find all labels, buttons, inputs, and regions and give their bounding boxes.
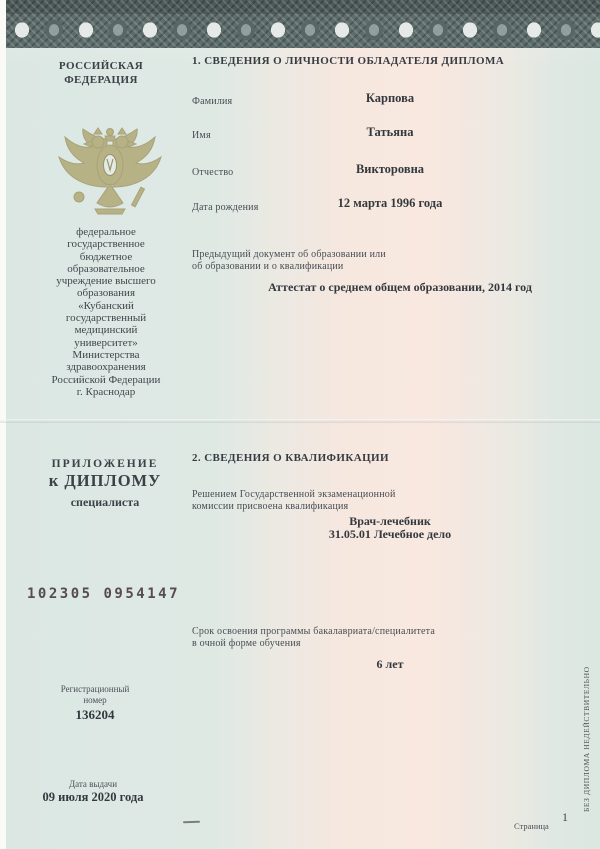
issuer-line: Российской Федерации <box>51 373 161 386</box>
field-label-surname: Фамилия <box>192 96 233 107</box>
issuer-line: г. Краснодар <box>76 385 136 398</box>
field-value-birthdate: 12 марта 1996 года <box>337 196 443 210</box>
issuer-line: государственное <box>67 238 145 251</box>
field-value-surname: Карпова <box>365 91 415 105</box>
field-label-firstname: Имя <box>192 130 211 141</box>
section2-title: 2. СВЕДЕНИЯ О КВАЛИФИКАЦИИ <box>192 452 389 464</box>
field-label-patronymic: Отчество <box>192 167 234 178</box>
fold-dash-mark <box>183 821 200 824</box>
serial-number: 102305 0954147 <box>27 586 181 602</box>
specialty-value: 31.05.01 Лечебное дело <box>328 527 452 541</box>
duration-label-line2: в очной форме обучения <box>192 638 301 649</box>
registration-label-line2: номер <box>83 695 107 705</box>
duration-label-line1: Срок освоения программы бакалавриата/специалитета <box>192 626 435 637</box>
country-header-line2: ФЕДЕРАЦИЯ <box>64 74 138 86</box>
issuer-line: университет» <box>74 336 138 349</box>
supplement-title-line2: к ДИПЛОМУ <box>48 471 162 490</box>
previous-document-label-line1: Предыдущий документ об образовании или <box>192 249 386 260</box>
registration-number: 136204 <box>75 707 115 722</box>
previous-document-value: Аттестат о среднем общем образовании, 2014 год <box>268 280 532 294</box>
qualification-value: Врач-лечебник <box>349 514 431 528</box>
coat-of-arms-eagle-icon <box>48 127 172 232</box>
issuer-line: федеральное <box>76 226 136 238</box>
supplement-title-line3: специалиста <box>70 495 140 509</box>
field-label-birthdate: Дата рождения <box>192 202 259 213</box>
page-left-edge <box>0 0 6 849</box>
previous-document-label-line2: об образовании и о квалификации <box>192 261 344 272</box>
issue-date-label: Дата выдачи <box>68 779 118 789</box>
registration-label-line1: Регистрационный <box>60 684 130 694</box>
issuer-line: образования <box>76 287 136 300</box>
issuer-line: Министерства <box>72 348 140 361</box>
qualification-decision-line2: комиссии присвоена квалификация <box>192 501 349 512</box>
issuer-line: бюджетное <box>79 250 133 263</box>
duration-value: 6 лет <box>376 657 404 671</box>
horizontal-fold-line <box>0 419 600 423</box>
guilloche-top-border <box>6 0 600 48</box>
issue-date-value: 09 июля 2020 года <box>42 790 144 804</box>
supplement-title-line1: ПРИЛОЖЕНИЕ <box>51 458 159 470</box>
issuer-line: «Кубанский <box>78 299 134 312</box>
issuer-line: учреждение высшего <box>56 275 156 288</box>
country-header-line1: РОССИЙСКАЯ <box>58 60 144 72</box>
side-validity-note: БЕЗ ДИПЛОМА НЕДЕЙСТВИТЕЛЬНО <box>582 666 591 812</box>
page-label: Страница <box>514 821 549 831</box>
issuer-line: медицинский <box>74 324 138 337</box>
page-number: 1 <box>562 810 568 824</box>
issuer-line: государственный <box>65 312 147 325</box>
issuer-line: здравоохранения <box>66 361 146 374</box>
section1-title: 1. СВЕДЕНИЯ О ЛИЧНОСТИ ОБЛАДАТЕЛЯ ДИПЛОМА <box>192 55 505 67</box>
issuing-institution-block <box>18 226 194 398</box>
field-value-firstname: Татьяна <box>366 125 414 139</box>
qualification-decision-line1: Решением Государственной экзаменационной <box>192 489 396 500</box>
issuer-line: образовательное <box>67 262 145 275</box>
field-value-patronymic: Викторовна <box>355 162 425 176</box>
